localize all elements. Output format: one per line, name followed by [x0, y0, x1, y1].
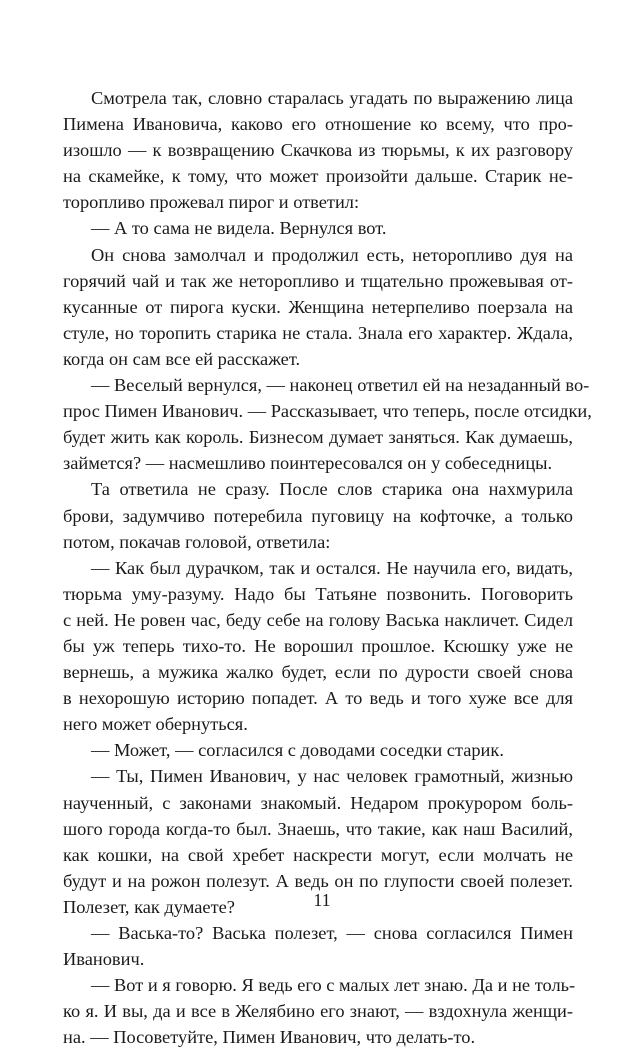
text-line: ко я. И вы, да и все в Желябино его знают, — вздохнула женщи- — [63, 1001, 573, 1022]
page-number: 11 — [313, 890, 331, 910]
text-line: с ней. Не ровен час, беду себе на голову Васька накличет. Сидел — [63, 609, 573, 630]
text-line: будет жить как король. Бизнесом думает заняться. Как думаешь, — [63, 427, 573, 448]
text-line: него может обернуться. — [63, 714, 248, 735]
text-line: кусанные от пирога куски. Женщина нетерпеливо поерзала на — [63, 296, 573, 317]
text-line: на. — Посоветуйте, Пимен Иванович, что делать-то. — [63, 1027, 476, 1048]
text-line: — Может, — согласился с доводами соседки старик. — [91, 740, 504, 761]
text-line: наученный, с законами знакомый. Недаром прокурором боль- — [63, 792, 573, 813]
text-line: Он снова замолчал и продолжил есть, неторопливо дуя на — [91, 244, 573, 265]
text-line: — Васька-то? Васька полезет, — снова согласился Пимен — [91, 923, 573, 943]
text-line: стуле, но торопить старика не стала. Знала его характер. Ждала, — [63, 322, 573, 343]
text-line: Иванович. — [63, 949, 145, 970]
text-line: — Веселый вернулся, — наконец ответил ей на незаданный во- — [91, 375, 590, 396]
text-line: Пимена Ивановича, каково его отношение ко всему, что про- — [63, 114, 573, 135]
text-line: Полезет, как думаете? — [63, 896, 235, 917]
text-line: брови, задумчиво потеребила пуговицу на кофточке, а только — [63, 505, 573, 526]
text-line: — Вот и я говорю. Я ведь его с малых лет знаю. Да и не толь- — [91, 975, 576, 996]
text-line: — А то сама не видела. Вернулся вот. — [91, 218, 387, 239]
text-line: вернешь, а мужика жалко будет, если по дурости своей снова — [63, 662, 573, 683]
text-line: шого города когда-то был. Знаешь, что такие, как наш Василий, — [63, 818, 573, 839]
text-line: будут и на рожон полезут. А ведь он по глупости своей полезет. — [63, 870, 573, 891]
text-line: когда он сам все ей расскажет. — [63, 348, 301, 369]
text-line: Смотрела так, словно старалась угадать по выражению лица — [91, 88, 573, 108]
text-line: — Ты, Пимен Иванович, у нас человек грамотный, жизнью — [91, 766, 573, 787]
text-line: займется? — насмешливо поинтересовался он у собеседницы. — [63, 453, 553, 474]
text-line: потом, покачав головой, ответила: — [63, 531, 331, 552]
text-line: изошло — к возвращению Скачкова из тюрьмы, к их разговору — [63, 140, 573, 161]
text-line: тюрьма уму-разуму. Надо бы Татьяне позвонить. Поговорить — [63, 583, 573, 604]
text-line: в нехорошую историю попадет. А то ведь и того хуже все для — [63, 688, 573, 709]
text-line: — Как был дурачком, так и остался. Не научила его, видать, — [91, 557, 573, 578]
text-line: горячий чай и так же неторопливо и тщательно прожевывая от- — [63, 270, 573, 291]
text-line: Та ответила не сразу. После слов старика она нахмурила — [91, 479, 573, 500]
text-line: торопливо прожевал пирог и ответил: — [63, 192, 360, 213]
text-line: на скамейке, к тому, что может произойти дальше. Старик не- — [63, 166, 573, 187]
text-line: как кошки, на свой хребет наскрести могут, если молчать не — [63, 844, 573, 865]
text-line: бы уж теперь тихо-то. Не ворошил прошлое. Ксюшку уже не — [63, 635, 573, 656]
text-line: прос Пимен Иванович. — Рассказывает, что теперь, после отсидки, — [63, 401, 592, 422]
